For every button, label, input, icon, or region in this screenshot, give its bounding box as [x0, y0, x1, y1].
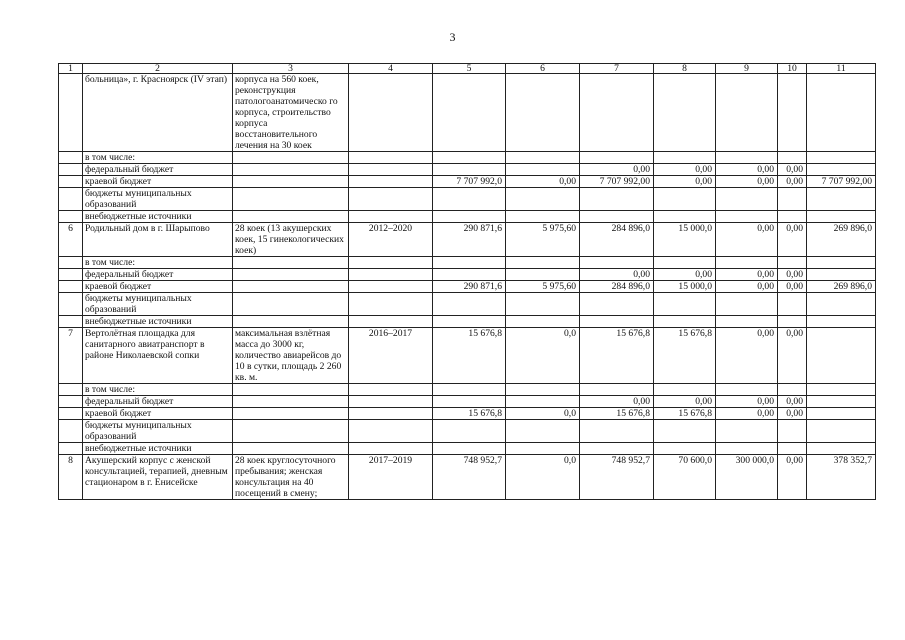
- table-cell: 0,00: [716, 328, 778, 384]
- table-cell: [233, 316, 349, 328]
- table-cell: внебюджетные источники: [83, 443, 233, 455]
- table-cell: 0,00: [580, 269, 654, 281]
- table-header-row: [59, 64, 876, 74]
- table-cell: [580, 443, 654, 455]
- table-cell: 0,0: [506, 455, 580, 500]
- table-cell: [654, 188, 716, 211]
- table-cell: в том числе:: [83, 152, 233, 164]
- table-cell: 290 871,6: [433, 281, 506, 293]
- column-header-5: 5: [433, 64, 506, 74]
- table-cell: [716, 420, 778, 443]
- table-cell: [506, 384, 580, 396]
- table-cell: [233, 152, 349, 164]
- table-row-item: [59, 74, 876, 152]
- table-cell: [716, 188, 778, 211]
- table-cell: [433, 152, 506, 164]
- column-header-3: 3: [233, 64, 349, 74]
- table-cell: [506, 293, 580, 316]
- table-cell: [580, 420, 654, 443]
- table-row-funding: [59, 152, 876, 164]
- table-cell: [349, 257, 433, 269]
- table-cell: [654, 443, 716, 455]
- column-header-1: 1: [59, 64, 83, 74]
- table-cell: 2012–2020: [349, 223, 433, 257]
- table-cell: [433, 188, 506, 211]
- table-cell: [349, 281, 433, 293]
- table-cell: 2017–2019: [349, 455, 433, 500]
- table-cell: [807, 420, 876, 443]
- table-cell: [778, 420, 807, 443]
- table-row-funding: [59, 384, 876, 396]
- table-cell: [778, 443, 807, 455]
- page-number: 3: [449, 30, 456, 44]
- table-cell: [807, 74, 876, 152]
- table-cell: 8: [59, 455, 83, 500]
- table-cell: [233, 211, 349, 223]
- table-row-funding: [59, 211, 876, 223]
- table-cell: [506, 164, 580, 176]
- table-cell: краевой бюджет: [83, 408, 233, 420]
- table-cell: [654, 316, 716, 328]
- table-cell: Родильный дом в г. Шарыпово: [83, 223, 233, 257]
- table-cell: [654, 211, 716, 223]
- table-cell: 0,00: [654, 164, 716, 176]
- table-cell: 28 коек (13 акушерских коек, 15 гинекологических коек): [233, 223, 349, 257]
- table-cell: 7 707 992,00: [807, 176, 876, 188]
- table-cell: федеральный бюджет: [83, 164, 233, 176]
- table-row-funding: [59, 164, 876, 176]
- table-cell: [59, 281, 83, 293]
- table-cell: 0,00: [778, 396, 807, 408]
- table-cell: [59, 188, 83, 211]
- table-cell: [233, 396, 349, 408]
- table-cell: [580, 316, 654, 328]
- table-cell: [778, 384, 807, 396]
- table-cell: 6: [59, 223, 83, 257]
- table-cell: [778, 152, 807, 164]
- table-cell: 0,00: [506, 176, 580, 188]
- table-cell: 0,00: [654, 269, 716, 281]
- table-row-funding: [59, 420, 876, 443]
- table-cell: 15 676,8: [654, 408, 716, 420]
- table-cell: [716, 211, 778, 223]
- table-cell: [580, 74, 654, 152]
- table-cell: бюджеты муниципальных образований: [83, 293, 233, 316]
- table-cell: [233, 176, 349, 188]
- table-cell: 28 коек круглосуточного пребывания; женская консультация на 40 посещений в смену;: [233, 455, 349, 500]
- table-row-item: [59, 328, 876, 384]
- table-cell: 748 952,7: [433, 455, 506, 500]
- table-cell: [349, 408, 433, 420]
- table-cell: [807, 328, 876, 384]
- table-cell: [233, 384, 349, 396]
- table-cell: 15 676,8: [580, 328, 654, 384]
- table-cell: [349, 293, 433, 316]
- table-cell: [506, 152, 580, 164]
- table-cell: 0,0: [506, 408, 580, 420]
- column-header-7: 7: [580, 64, 654, 74]
- table-cell: 70 600,0: [654, 455, 716, 500]
- table-cell: 15 676,8: [580, 408, 654, 420]
- table-cell: федеральный бюджет: [83, 396, 233, 408]
- table-cell: [433, 74, 506, 152]
- table-cell: [59, 74, 83, 152]
- table-cell: [433, 211, 506, 223]
- table-cell: 0,00: [778, 281, 807, 293]
- table-cell: [778, 74, 807, 152]
- table-cell: 378 352,7: [807, 455, 876, 500]
- table-row-funding: [59, 188, 876, 211]
- table-body: [59, 74, 876, 500]
- table-cell: максимальная взлётная масса до 3000 кг, количество авиарейсов до 10 в сутки, площадь 2 260 кв. м.: [233, 328, 349, 384]
- table-cell: [433, 293, 506, 316]
- table-cell: 0,00: [778, 176, 807, 188]
- table-cell: краевой бюджет: [83, 281, 233, 293]
- table-cell: [349, 396, 433, 408]
- table-cell: [778, 316, 807, 328]
- table-cell: [654, 420, 716, 443]
- table-cell: 0,00: [778, 455, 807, 500]
- table-cell: [716, 74, 778, 152]
- table-cell: [778, 188, 807, 211]
- table-cell: [580, 293, 654, 316]
- table-cell: внебюджетные источники: [83, 316, 233, 328]
- table-cell: [506, 211, 580, 223]
- budget-table: [58, 63, 876, 500]
- table-cell: 0,00: [778, 408, 807, 420]
- table-cell: 2016–2017: [349, 328, 433, 384]
- table-cell: [233, 164, 349, 176]
- column-header-9: 9: [716, 64, 778, 74]
- table-row-funding: [59, 176, 876, 188]
- table-cell: [506, 74, 580, 152]
- table-cell: бюджеты муниципальных образований: [83, 188, 233, 211]
- table-cell: 0,00: [654, 396, 716, 408]
- table-cell: [349, 176, 433, 188]
- table-cell: [807, 408, 876, 420]
- table-cell: [716, 257, 778, 269]
- table-cell: [716, 293, 778, 316]
- table-cell: 0,00: [716, 408, 778, 420]
- table-cell: 15 000,0: [654, 281, 716, 293]
- table-row-item: [59, 223, 876, 257]
- table-cell: [59, 408, 83, 420]
- table-cell: [716, 316, 778, 328]
- table-cell: [349, 211, 433, 223]
- table-cell: [233, 188, 349, 211]
- column-header-11: 11: [807, 64, 876, 74]
- table-cell: 0,00: [716, 269, 778, 281]
- table-cell: 0,00: [778, 328, 807, 384]
- table-cell: [654, 293, 716, 316]
- table-cell: [349, 384, 433, 396]
- table-cell: [433, 257, 506, 269]
- table-row-item: [59, 455, 876, 500]
- column-header-8: 8: [654, 64, 716, 74]
- table-cell: [807, 152, 876, 164]
- table-cell: [807, 269, 876, 281]
- table-cell: 0,00: [580, 396, 654, 408]
- table-cell: [506, 420, 580, 443]
- table-cell: бюджеты муниципальных образований: [83, 420, 233, 443]
- table-cell: 748 952,7: [580, 455, 654, 500]
- table-cell: [654, 257, 716, 269]
- table-cell: [233, 408, 349, 420]
- table-cell: 0,00: [778, 223, 807, 257]
- table-cell: [233, 293, 349, 316]
- table-cell: [59, 443, 83, 455]
- table-cell: [580, 152, 654, 164]
- table-cell: [233, 269, 349, 281]
- table-cell: [580, 211, 654, 223]
- table-row-funding: [59, 408, 876, 420]
- table-row-funding: [59, 281, 876, 293]
- table-cell: [654, 384, 716, 396]
- table-cell: [233, 281, 349, 293]
- table-cell: [580, 384, 654, 396]
- table-cell: [59, 164, 83, 176]
- table-cell: 269 896,0: [807, 281, 876, 293]
- table-cell: 0,00: [716, 396, 778, 408]
- table-cell: [59, 176, 83, 188]
- table-cell: 0,00: [716, 176, 778, 188]
- table-row-funding: [59, 293, 876, 316]
- table-cell: [778, 293, 807, 316]
- table-cell: [59, 152, 83, 164]
- table-cell: 15 676,8: [433, 328, 506, 384]
- table-cell: 5 975,60: [506, 281, 580, 293]
- table-cell: 0,00: [716, 223, 778, 257]
- column-header-6: 6: [506, 64, 580, 74]
- table-cell: [349, 269, 433, 281]
- table-cell: [433, 396, 506, 408]
- table-cell: [654, 74, 716, 152]
- table-cell: [433, 384, 506, 396]
- table-cell: [807, 293, 876, 316]
- table-cell: краевой бюджет: [83, 176, 233, 188]
- table-cell: 5 975,60: [506, 223, 580, 257]
- table-cell: [59, 316, 83, 328]
- table-cell: [506, 269, 580, 281]
- table-row-funding: [59, 316, 876, 328]
- table-cell: 284 896,0: [580, 223, 654, 257]
- table-cell: [807, 316, 876, 328]
- table-cell: [580, 188, 654, 211]
- column-header-10: 10: [778, 64, 807, 74]
- table-cell: [349, 443, 433, 455]
- table-cell: 0,00: [778, 164, 807, 176]
- table-cell: [59, 384, 83, 396]
- table-cell: [233, 443, 349, 455]
- table-cell: [506, 257, 580, 269]
- table-cell: [433, 316, 506, 328]
- table-cell: [716, 443, 778, 455]
- table-cell: [716, 152, 778, 164]
- table-cell: в том числе:: [83, 257, 233, 269]
- table-cell: федеральный бюджет: [83, 269, 233, 281]
- table-cell: [807, 211, 876, 223]
- table-cell: [59, 211, 83, 223]
- table-row-funding: [59, 443, 876, 455]
- table-cell: [716, 384, 778, 396]
- table-cell: 290 871,6: [433, 223, 506, 257]
- table-cell: [807, 443, 876, 455]
- table-cell: 7: [59, 328, 83, 384]
- table-cell: 0,00: [654, 176, 716, 188]
- table-cell: [506, 443, 580, 455]
- table-cell: [349, 420, 433, 443]
- column-header-2: 2: [83, 64, 233, 74]
- table-cell: [433, 269, 506, 281]
- table-cell: [778, 211, 807, 223]
- table-cell: [59, 293, 83, 316]
- table-cell: [233, 257, 349, 269]
- table-cell: [506, 188, 580, 211]
- table-cell: 0,00: [716, 281, 778, 293]
- table-cell: [580, 257, 654, 269]
- table-cell: 0,0: [506, 328, 580, 384]
- table-cell: [433, 164, 506, 176]
- table-cell: 7 707 992,0: [433, 176, 506, 188]
- table-cell: 284 896,0: [580, 281, 654, 293]
- table-cell: больница», г. Красноярск (IV этап): [83, 74, 233, 152]
- table-cell: [654, 152, 716, 164]
- table-cell: [433, 420, 506, 443]
- table-cell: [349, 188, 433, 211]
- table-cell: [59, 420, 83, 443]
- table-cell: в том числе:: [83, 384, 233, 396]
- column-header-4: 4: [349, 64, 433, 74]
- table-cell: Акушерский корпус с женской консультацией, терапией, дневным стационаром в г. Енисейске: [83, 455, 233, 500]
- table-cell: 15 676,8: [433, 408, 506, 420]
- table-cell: 0,00: [778, 269, 807, 281]
- table-cell: [807, 188, 876, 211]
- table-cell: 0,00: [716, 164, 778, 176]
- table-cell: [807, 257, 876, 269]
- table-cell: [807, 164, 876, 176]
- table-row-funding: [59, 257, 876, 269]
- table-cell: [807, 384, 876, 396]
- table-cell: 0,00: [580, 164, 654, 176]
- table-cell: 15 000,0: [654, 223, 716, 257]
- table-cell: корпуса на 560 коек, реконструкция патологоанатомическо го корпуса, строительство корпуса восстановительного лечения на 30 коек: [233, 74, 349, 152]
- table-cell: [807, 396, 876, 408]
- table-cell: [59, 269, 83, 281]
- table-cell: [506, 396, 580, 408]
- table-cell: [506, 316, 580, 328]
- table-row-funding: [59, 396, 876, 408]
- table-cell: 300 000,0: [716, 455, 778, 500]
- table-cell: [349, 74, 433, 152]
- table-cell: [778, 257, 807, 269]
- table-cell: 15 676,8: [654, 328, 716, 384]
- table-cell: [349, 316, 433, 328]
- table-row-funding: [59, 269, 876, 281]
- table-cell: [433, 443, 506, 455]
- table-cell: 7 707 992,00: [580, 176, 654, 188]
- table-cell: [59, 396, 83, 408]
- table-cell: [349, 152, 433, 164]
- table-cell: внебюджетные источники: [83, 211, 233, 223]
- table-cell: [233, 420, 349, 443]
- table-cell: [59, 257, 83, 269]
- table-cell: Вертолётная площадка для санитарного авиатранспорт в районе Николаевской сопки: [83, 328, 233, 384]
- table-cell: 269 896,0: [807, 223, 876, 257]
- table-cell: [349, 164, 433, 176]
